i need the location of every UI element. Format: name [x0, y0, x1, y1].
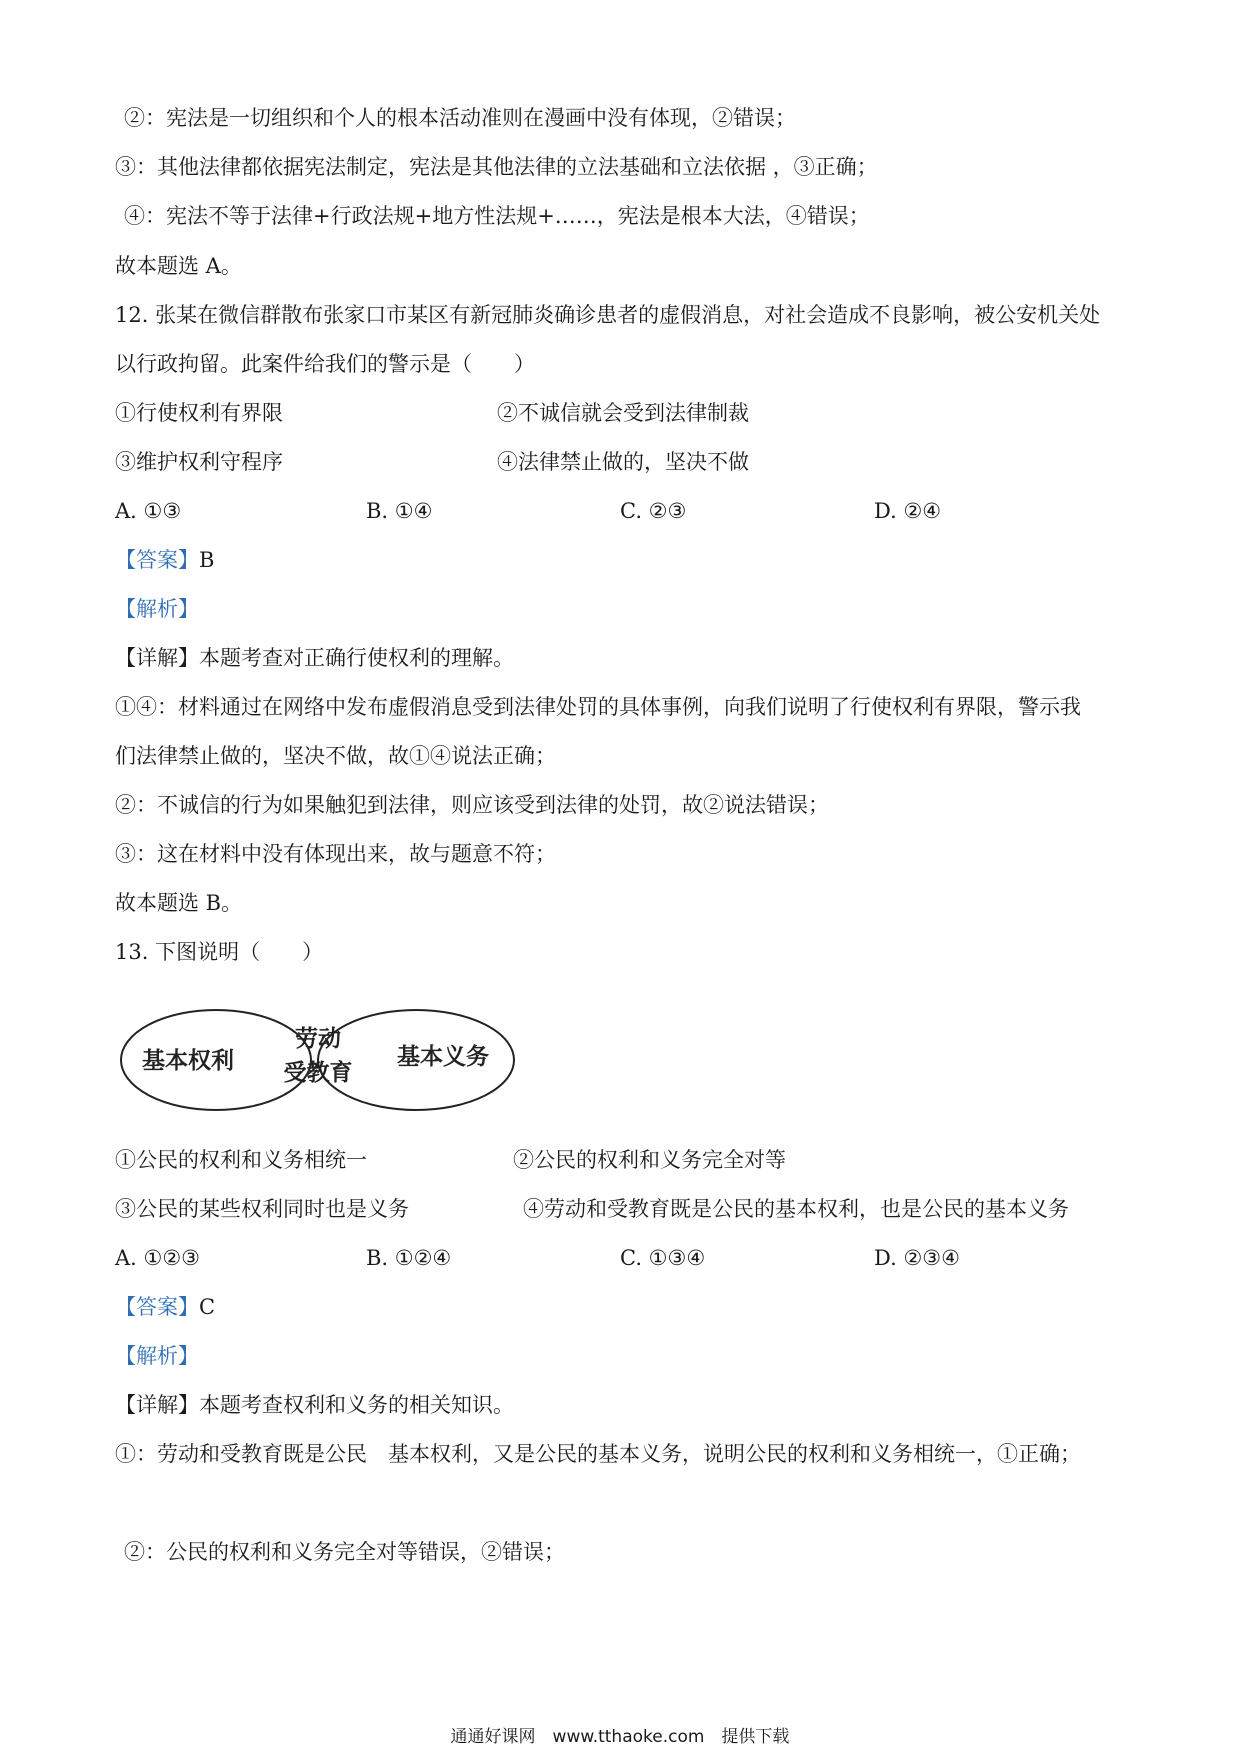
- q13-choice-d: D. ②③④: [874, 1246, 960, 1270]
- q13-explanation-2: ②：公民的权利和义务完全对等错误，②错误；: [124, 1540, 565, 1564]
- q13-answer: [115, 1293, 215, 1321]
- q12-answer: [115, 546, 214, 574]
- q12-statement-2: ②不诚信就会受到法律制裁: [497, 401, 749, 425]
- q12-choice-a: A. ①③: [115, 499, 182, 523]
- q12-choice-d: D. ②④: [874, 499, 942, 523]
- venn-diagram: [116, 1000, 526, 1120]
- q13-statement-4: ④劳动和受教育既是公民的基本权利，也是公民的基本义务: [523, 1197, 1069, 1221]
- q13-analysis-tag: 【解析】: [115, 1344, 199, 1368]
- q13-stem: 13. 下图说明（ ）: [115, 940, 324, 964]
- q12-analysis-tag: 【解析】: [115, 597, 199, 621]
- q13-statement-3: ③公民的某些权利同时也是义务: [115, 1197, 409, 1221]
- q11-conclusion: 故本题选 A。: [115, 254, 242, 278]
- q13-choice-a: A. ①②③: [115, 1246, 200, 1270]
- q13-choice-c: C. ①③④: [620, 1246, 706, 1270]
- q12-statement-3: ③维护权利守程序: [115, 450, 283, 474]
- q11-explanation-2: ②：宪法是一切组织和个人的根本活动准则在漫画中没有体现，②错误；: [124, 106, 796, 130]
- venn-label-education: 受教育: [283, 1059, 353, 1086]
- q13-statement-2: ②公民的权利和义务完全对等: [513, 1148, 786, 1172]
- answer-tag: 【答案】: [115, 548, 199, 572]
- q11-explanation-4: ④：宪法不等于法律+行政法规+地方性法规+……，宪法是根本大法，④错误；: [124, 204, 870, 228]
- page-footer: 通通好课网 www.tthaoke.com 提供下载: [450, 1727, 790, 1747]
- q12-stem-line1: 12. 张某在微信群散布张家口市某区有新冠肺炎确诊患者的虚假消息，对社会造成不良影响，被公安机关处: [115, 303, 1101, 327]
- q12-choice-c: C. ②③: [620, 499, 687, 523]
- venn-label-rights: 基本权利: [142, 1047, 234, 1074]
- q12-conclusion: 故本题选 B。: [115, 891, 243, 915]
- venn-label-labor: 劳动: [295, 1025, 341, 1052]
- answer-tag: 【答案】: [115, 1295, 199, 1319]
- q13-statement-1: ①公民的权利和义务相统一: [115, 1148, 367, 1172]
- q12-statement-1: ①行使权利有界限: [115, 401, 283, 425]
- q11-explanation-3: ③：其他法律都依据宪法制定，宪法是其他法律的立法基础和立法依据 ，③正确；: [115, 155, 878, 179]
- q12-choice-b: B. ①④: [366, 499, 433, 523]
- q12-explanation-1-line1: ①④：材料通过在网络中发布虚假消息受到法律处罚的具体事例，向我们说明了行使权利有界限，警示我: [115, 695, 1081, 719]
- q12-explanation-2: ②：不诚信的行为如果触犯到法律，则应该受到法律的处罚，故②说法错误；: [115, 793, 829, 817]
- q12-explanation-3: ③：这在材料中没有体现出来，故与题意不符；: [115, 842, 556, 866]
- q13-choice-b: B. ①②④: [366, 1246, 452, 1270]
- q12-stem-line2: 以行政拘留。此案件给我们的警示是（ ）: [115, 352, 535, 376]
- q12-statement-4: ④法律禁止做的，坚决不做: [497, 450, 749, 474]
- q13-detail: 【详解】本题考查权利和义务的相关知识。: [115, 1393, 514, 1417]
- q13-explanation-1: ①：劳动和受教育既是公民 基本权利，又是公民的基本义务，说明公民的权利和义务相统一，①正确；: [115, 1442, 1081, 1466]
- q12-detail: 【详解】本题考查对正确行使权利的理解。: [115, 646, 514, 670]
- venn-label-duties: 基本义务: [397, 1043, 489, 1070]
- q12-explanation-1-line2: 们法律禁止做的，坚决不做，故①④说法正确；: [115, 744, 556, 768]
- answer-value: B: [199, 548, 215, 572]
- answer-value: C: [199, 1295, 216, 1319]
